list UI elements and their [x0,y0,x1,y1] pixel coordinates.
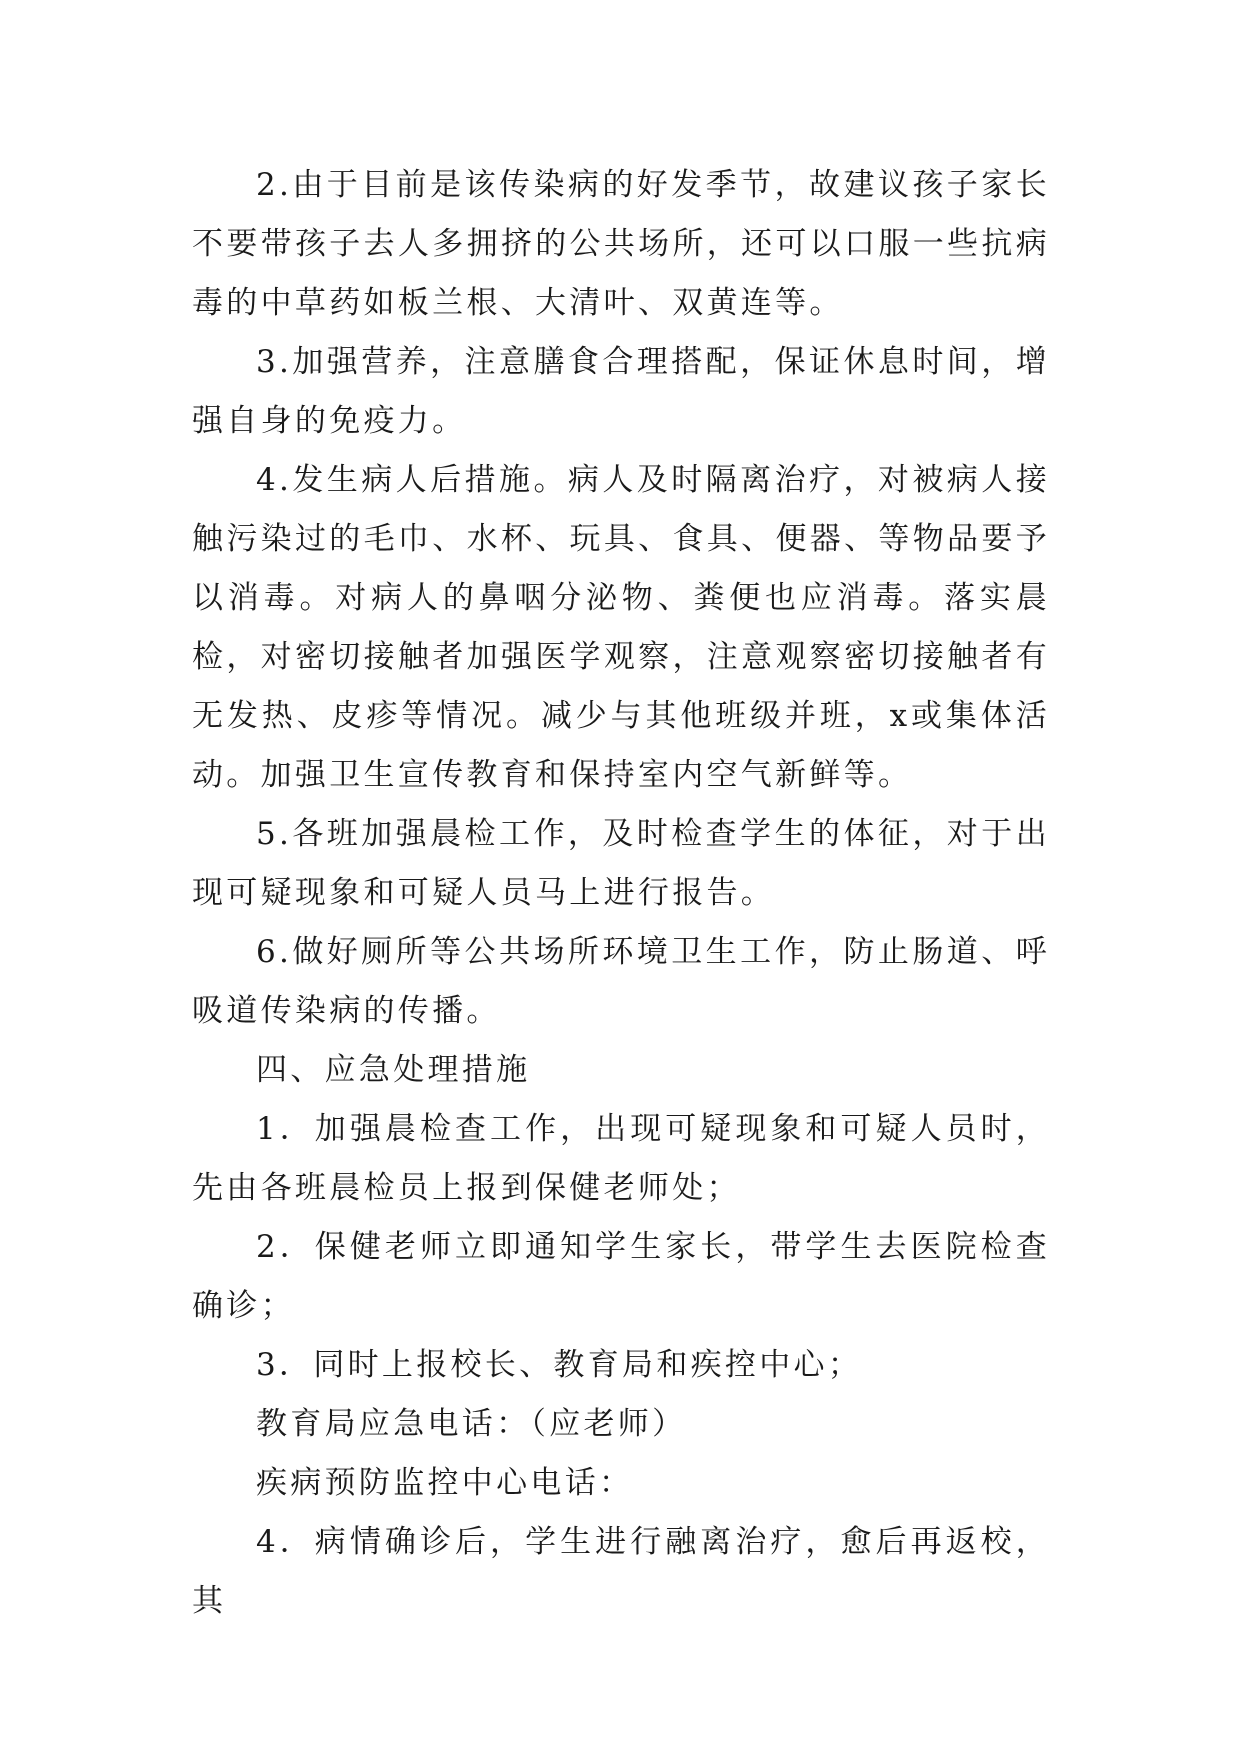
cdc-phone: 疾病预防监控中心电话： [256,1465,634,1501]
paragraph-item-5: 5.各班加强晨检工作，及时检查学生的体征，对于出现可疑现象和可疑人员马上进行报告。 [192,816,1050,911]
paragraph-item-3: 3.加强营养，注意膳食合理搭配，保证休息时间，增强自身的免疫力。 [192,344,1050,439]
document-body [192,156,1050,1631]
paragraph-item-6: 6.做好厕所等公共场所环境卫生工作，防止肠道、呼吸道传染病的传播。 [192,934,1050,1029]
section-heading-emergency: 四、应急处理措施 [256,1052,531,1088]
emergency-step-3: 3．同时上报校长、教育局和疾控中心； [256,1347,863,1383]
paragraph-item-2: 2.由于目前是该传染病的好发季节，故建议孩子家长不要带孩子去人多拥挤的公共场所，还可以口服一些抗病毒的中草药如板兰根、大清叶、双黄连等。 [192,167,1050,321]
emergency-step-4: 4．病情确诊后，学生进行融离治疗，愈后再返校，其 [192,1524,1050,1619]
emergency-step-1: 1．加强晨检查工作，出现可疑现象和可疑人员时，先由各班晨检员上报到保健老师处； [192,1111,1050,1206]
education-bureau-phone: 教育局应急电话：（应老师） [256,1406,687,1442]
paragraph-item-4: 4.发生病人后措施。病人及时隔离治疗，对被病人接触污染过的毛巾、水杯、玩具、食具、便器、等物品要予以消毒。对病人的鼻咽分泌物、粪便也应消毒。落实晨检，对密切接触者加强医学观察，注意观察密切接触者有无发热、皮疹等情况。减少与其他班级并班，x或集体活动。加强卫生宣传教育和保持室内空气新鲜等。 [192,462,1050,793]
emergency-step-2: 2．保健老师立即通知学生家长，带学生去医院检查确诊； [192,1229,1050,1324]
